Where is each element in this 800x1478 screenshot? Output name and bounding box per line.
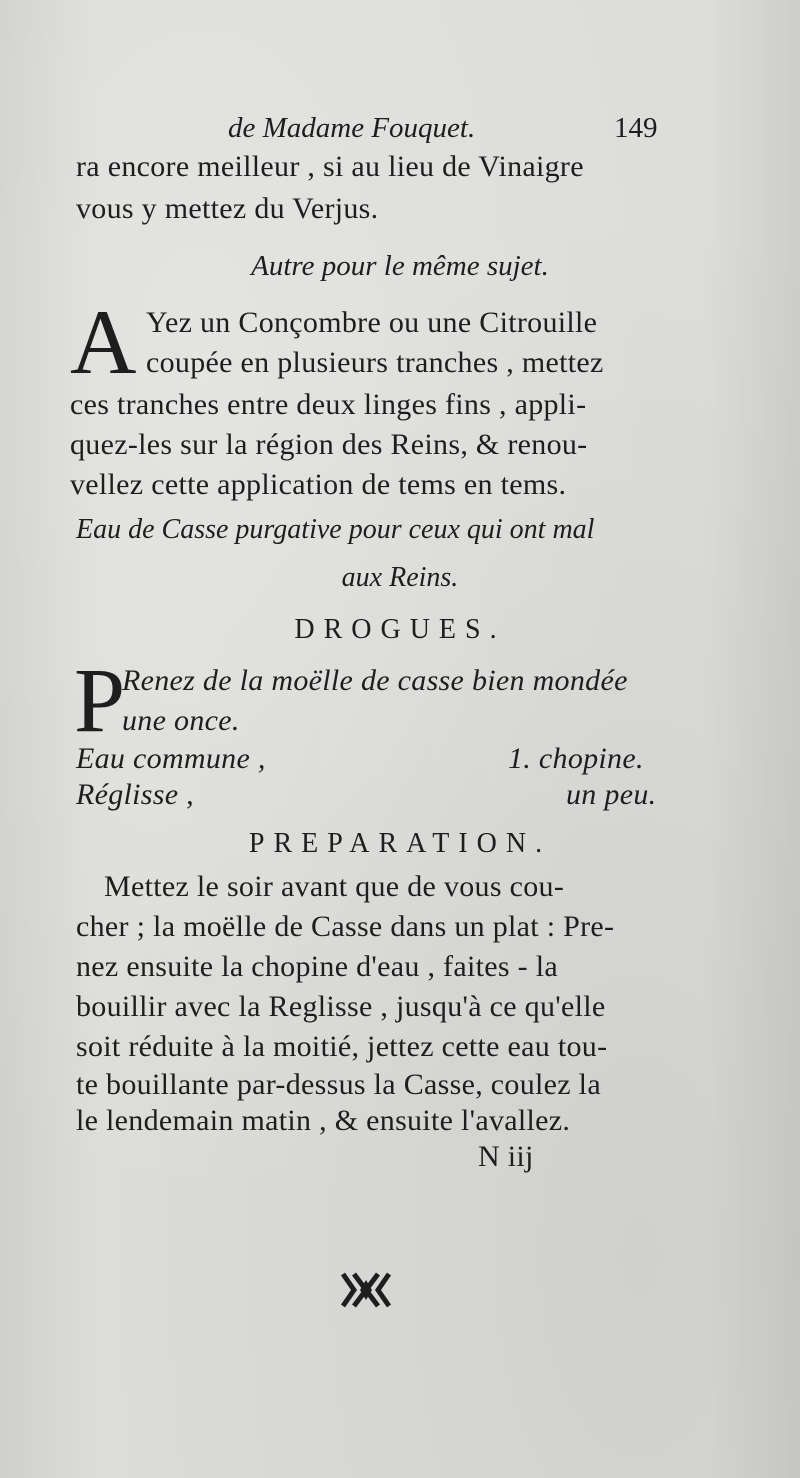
recipe-intro-line: une once. — [122, 704, 240, 737]
section-title: Eau de Casse purgative pour ceux qui ont mal — [76, 514, 595, 545]
paragraph-line: coupée en plusieurs tranches , mettez — [146, 346, 604, 379]
drugs-heading: DROGUES. — [294, 614, 506, 645]
paragraph-line: cher ; la moëlle de Casse dans un plat : Pre- — [76, 910, 615, 943]
paragraph-line: le lendemain matin , & ensuite l'avallez. — [76, 1104, 571, 1137]
drop-cap: P — [74, 649, 126, 751]
paragraph-line: Mettez le soir avant que de vous cou- — [104, 870, 565, 903]
running-title: de Madame Fouquet. — [228, 112, 476, 144]
recipe-intro-line: Renez de la moëlle de casse bien mondée — [122, 664, 628, 697]
ingredient-quantity: 1. chopine. — [508, 742, 644, 775]
drop-cap: A — [70, 291, 137, 393]
paragraph-line: quez-les sur la région des Reins, & renou- — [70, 428, 588, 461]
paragraph-line: te bouillante par-dessus la Casse, coulez la — [76, 1068, 601, 1101]
paragraph-line: Yez un Conçombre ou une Citrouille — [146, 306, 598, 339]
paragraph-line: vellez cette application de tems en tems. — [70, 468, 567, 501]
continuation-line: ra encore meilleur , si au lieu de Vinaigre — [76, 150, 584, 183]
ingredient-quantity: un peu. — [566, 778, 657, 811]
paragraph-line: soit réduite à la moitié, jettez cette eau tou- — [76, 1030, 608, 1063]
section-title-line2: aux Reins. — [341, 562, 459, 593]
fleuron-ornament — [340, 1268, 392, 1312]
preparation-heading: PREPARATION. — [248, 828, 552, 859]
continuation-line: vous y mettez du Verjus. — [76, 192, 379, 225]
ingredient-name: Réglisse , — [76, 778, 194, 811]
ingredient-name: Eau commune , — [76, 742, 266, 775]
section-title: Autre pour le même sujet. — [251, 250, 549, 282]
page-number: 149 — [614, 112, 658, 144]
paragraph-line: bouillir avec la Reglisse , jusqu'à ce qu'elle — [76, 990, 606, 1023]
paragraph-line: ces tranches entre deux linges fins , appli- — [70, 388, 587, 421]
paragraph-line: nez ensuite la chopine d'eau , faites - la — [76, 950, 558, 983]
signature-mark: N iij — [478, 1140, 534, 1173]
